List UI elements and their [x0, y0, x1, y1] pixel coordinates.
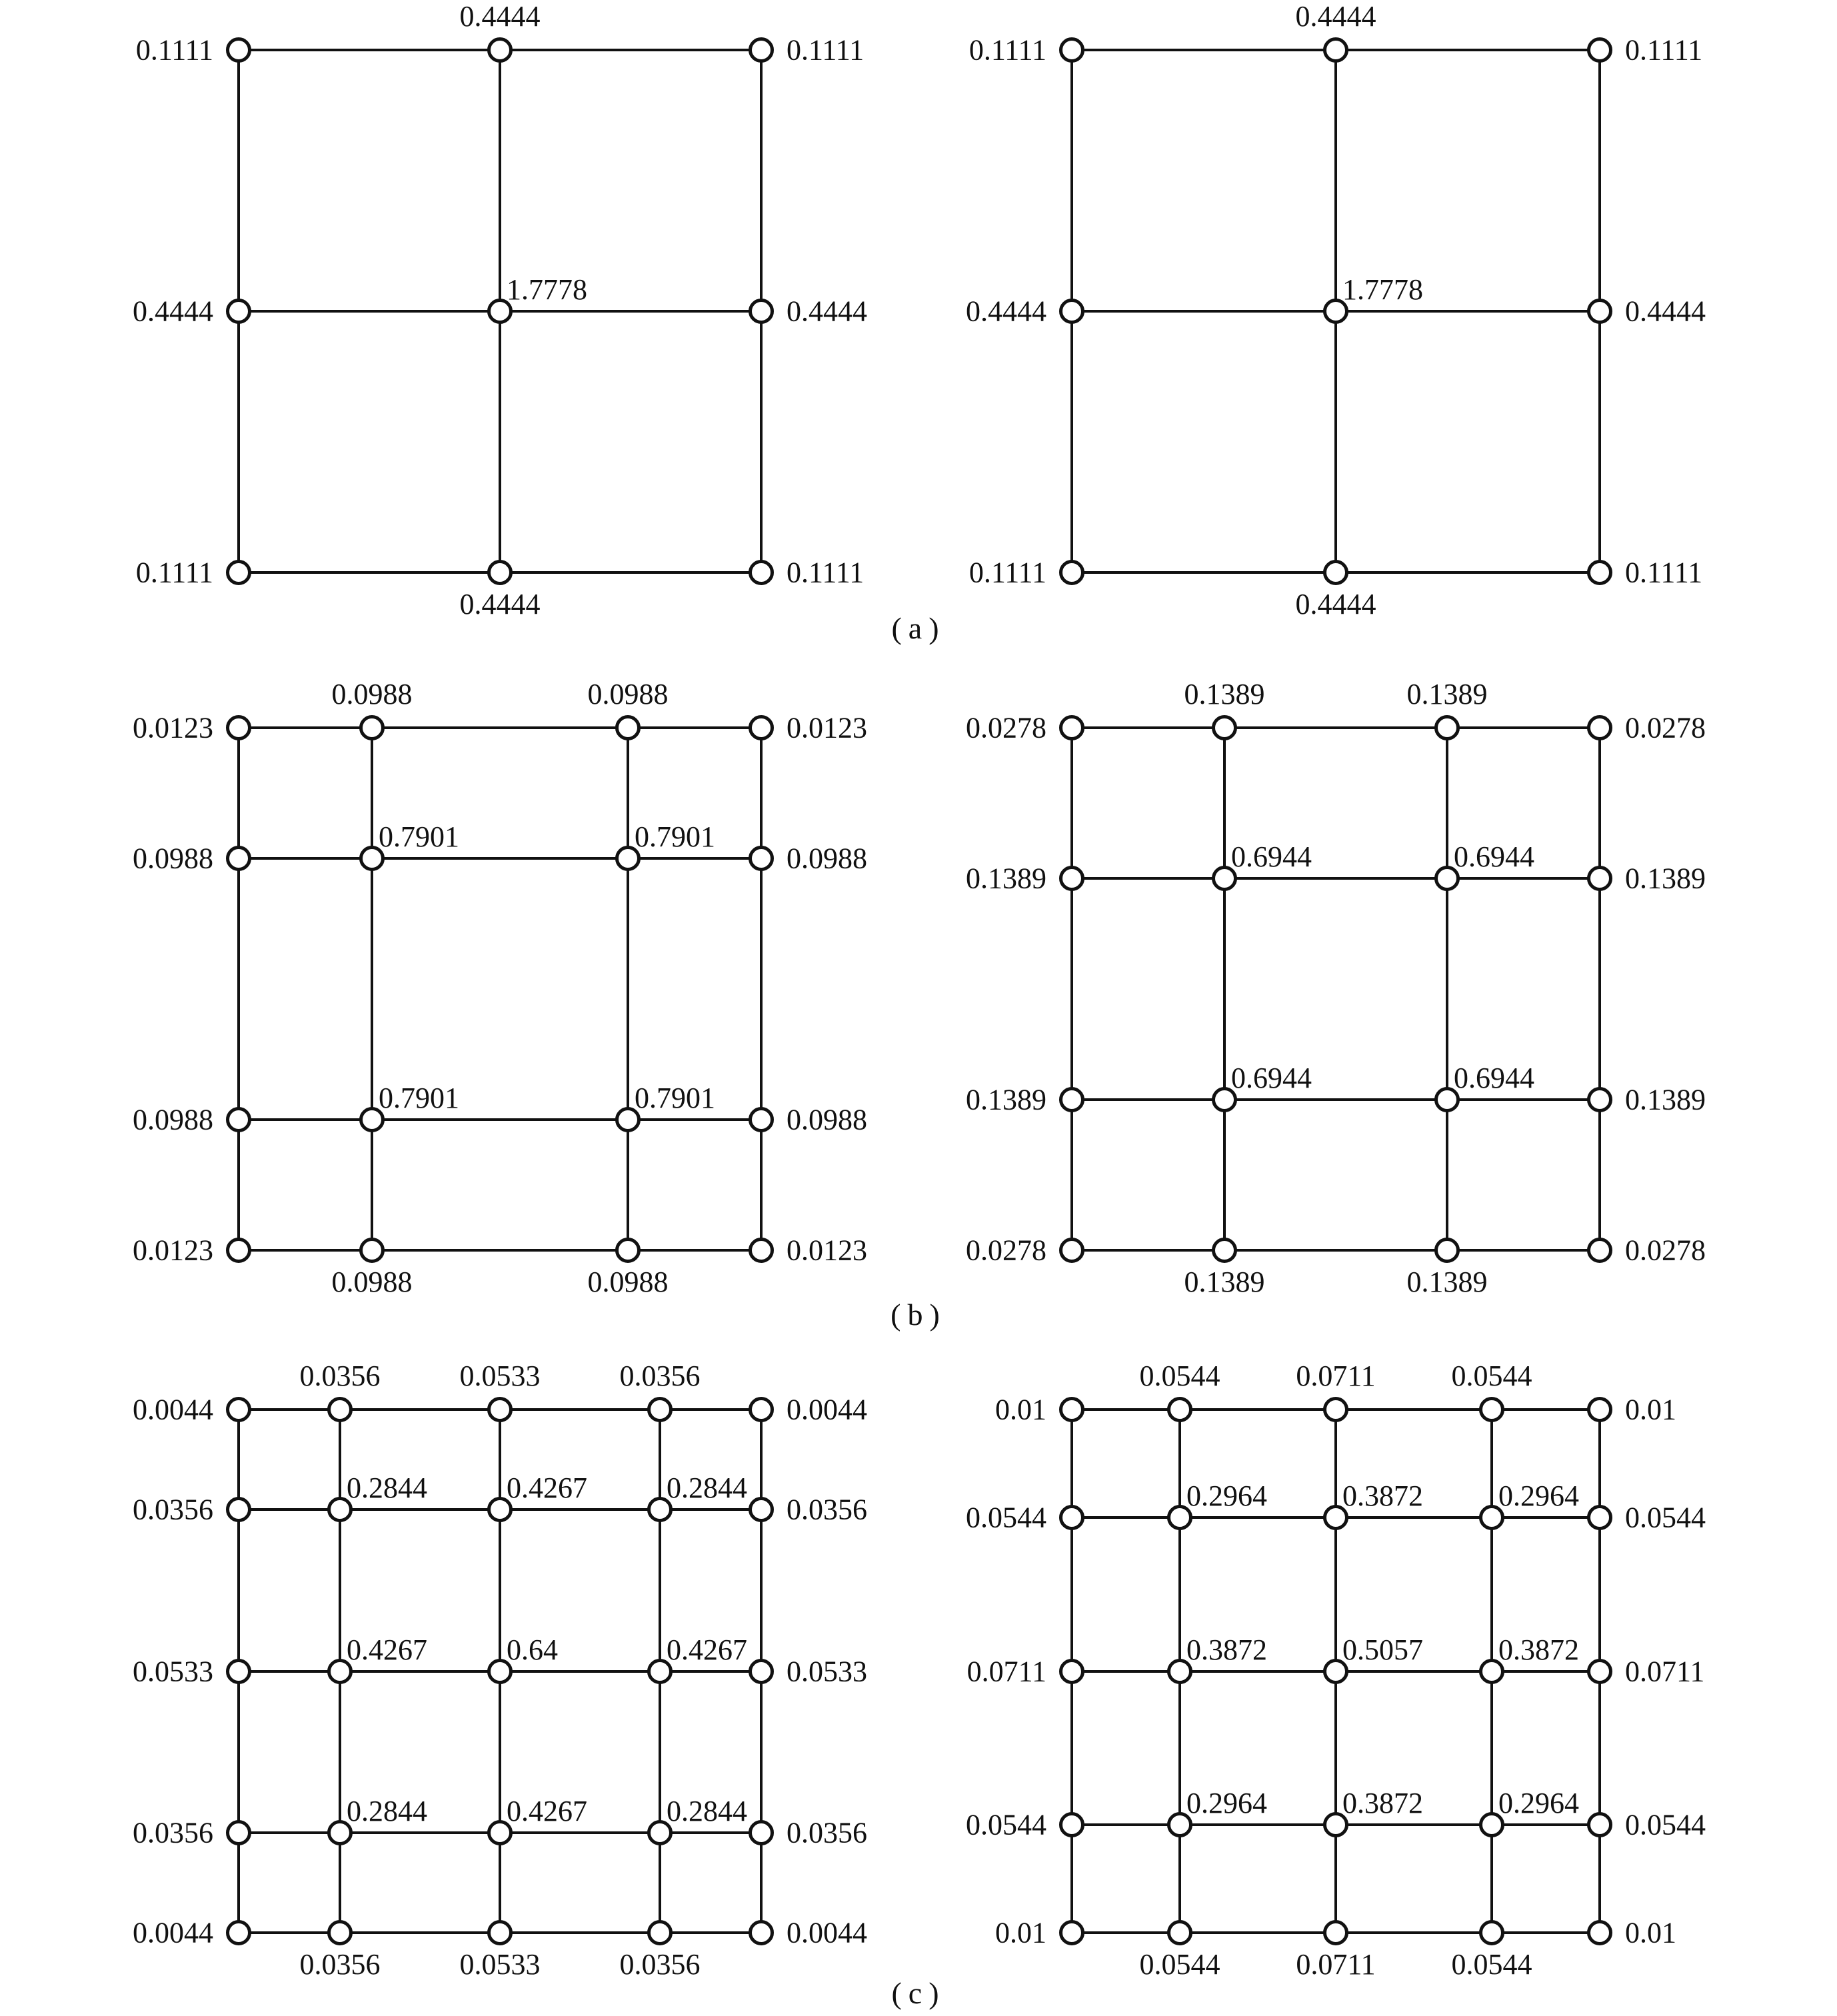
- weight-label-interior: 0.7901: [635, 820, 715, 853]
- quadrature-node: [1589, 1399, 1611, 1421]
- weight-label-left: 0.0533: [133, 1655, 213, 1688]
- quadrature-node: [489, 1922, 511, 1944]
- weight-label-top: 0.0356: [619, 1360, 701, 1392]
- weight-label-interior: 0.3872: [1342, 1480, 1423, 1512]
- quadrature-node: [649, 1399, 671, 1421]
- quadrature-node: [751, 301, 773, 323]
- quadrature-node: [1436, 717, 1458, 739]
- weight-label-right: 0.0278: [1625, 1234, 1706, 1267]
- weight-label-left: 0.1389: [966, 1083, 1046, 1116]
- weight-label-bottom: 0.0711: [1296, 1948, 1376, 1981]
- weight-label-right: 0.1389: [1625, 862, 1706, 895]
- weight-label-right: 0.1389: [1625, 1083, 1706, 1116]
- quadrature-node: [1061, 1399, 1083, 1421]
- quadrature-node: [751, 1240, 773, 1262]
- weight-label-left: 0.1111: [135, 33, 213, 67]
- quadrature-node: [228, 1822, 250, 1844]
- quadrature-node: [228, 39, 250, 61]
- weight-label-top: 0.1389: [1406, 678, 1488, 710]
- weight-label-left: 0.0356: [133, 1816, 213, 1849]
- weight-label-right: 0.0544: [1625, 1808, 1706, 1841]
- weight-label-right: 0.0278: [1625, 711, 1706, 744]
- quadrature-node: [1589, 1661, 1611, 1683]
- quadrature-node: [228, 848, 250, 870]
- weight-label-left: 0.0988: [133, 1103, 213, 1136]
- quadrature-node: [1061, 1089, 1083, 1111]
- quadrature-node: [228, 717, 250, 739]
- weight-label-left: 0.0123: [133, 711, 213, 744]
- quadrature-node: [617, 1240, 639, 1262]
- weight-label-right: 0.0356: [787, 1816, 867, 1849]
- quadrature-node: [489, 39, 511, 61]
- weight-label-left: 0.01: [995, 1916, 1046, 1949]
- weight-label-top: 0.1389: [1184, 678, 1265, 710]
- subfigure-label: (a): [891, 611, 946, 645]
- weight-label-left: 0.4444: [966, 295, 1046, 328]
- weight-label-right: 0.1111: [1625, 33, 1703, 67]
- quadrature-node: [228, 1109, 250, 1131]
- quadrature-node: [1214, 1240, 1236, 1262]
- weight-label-bottom: 0.0356: [619, 1948, 701, 1981]
- weight-label-right: 0.4444: [787, 295, 867, 328]
- quadrature-node: [329, 1922, 351, 1944]
- weight-label-right: 0.01: [1625, 1393, 1676, 1426]
- weight-label-bottom: 0.0533: [459, 1948, 541, 1981]
- quadrature-node: [1061, 1661, 1083, 1683]
- weight-label-interior: 0.2964: [1186, 1480, 1267, 1512]
- quadrature-node: [751, 1661, 773, 1683]
- weight-label-right: 0.1111: [787, 33, 865, 67]
- weight-label-right: 0.1111: [787, 556, 865, 589]
- quadrature-node: [1061, 39, 1083, 61]
- weight-label-interior: 0.2844: [667, 1472, 747, 1504]
- weight-label-right: 0.0123: [787, 711, 867, 744]
- quadrature-node: [1169, 1922, 1191, 1944]
- weight-label-interior: 0.4267: [507, 1472, 587, 1504]
- weight-label-top: 0.0988: [587, 678, 669, 710]
- quadrature-node: [751, 562, 773, 584]
- weight-label-interior: 0.2964: [1498, 1480, 1579, 1512]
- quadrature-node: [1061, 1922, 1083, 1944]
- weight-label-bottom: 0.4444: [1295, 588, 1376, 620]
- grid-c-left: [133, 1360, 867, 1981]
- weight-label-left: 0.0044: [133, 1393, 213, 1426]
- weight-label-bottom: 0.0356: [299, 1948, 381, 1981]
- weight-label-interior: 0.64: [507, 1633, 558, 1666]
- subfigure-label: (c): [891, 1976, 946, 2010]
- quadrature-node: [751, 1922, 773, 1944]
- quadrature-node: [361, 717, 383, 739]
- weight-label-bottom: 0.0544: [1139, 1948, 1220, 1981]
- quadrature-node: [1325, 1399, 1347, 1421]
- weight-label-interior: 0.7901: [379, 1082, 459, 1114]
- quadrature-node: [1589, 868, 1611, 890]
- quadrature-node: [1589, 1089, 1611, 1111]
- weight-label-right: 0.1111: [1625, 556, 1703, 589]
- weight-label-left: 0.0044: [133, 1916, 213, 1949]
- quadrature-node: [1481, 1922, 1503, 1944]
- quadrature-node: [617, 717, 639, 739]
- weight-label-interior: 0.7901: [635, 1082, 715, 1114]
- weight-label-interior: 0.6944: [1231, 1062, 1312, 1094]
- weight-label-bottom: 0.0988: [587, 1266, 669, 1298]
- weight-label-interior: 0.2844: [667, 1795, 747, 1827]
- quadrature-node: [228, 1240, 250, 1262]
- quadrature-node: [1325, 1922, 1347, 1944]
- quadrature-node: [1061, 562, 1083, 584]
- weight-label-left: 0.0544: [966, 1808, 1046, 1841]
- weight-label-left: 0.4444: [133, 295, 213, 328]
- quadrature-node: [1214, 717, 1236, 739]
- quadrature-node: [1061, 1507, 1083, 1529]
- weight-label-left: 0.0988: [133, 842, 213, 875]
- weight-label-bottom: 0.4444: [459, 588, 541, 620]
- quadrature-node: [1589, 1240, 1611, 1262]
- weight-label-interior: 1.7778: [507, 273, 587, 306]
- quadrature-node: [1589, 301, 1611, 323]
- weight-label-left: 0.0356: [133, 1493, 213, 1526]
- weight-label-right: 0.0988: [787, 842, 867, 875]
- weight-label-right: 0.0044: [787, 1393, 867, 1426]
- quadrature-node: [1481, 1399, 1503, 1421]
- weight-label-interior: 0.4267: [347, 1633, 427, 1666]
- weight-label-left: 0.1389: [966, 862, 1046, 895]
- weight-label-interior: 0.4267: [507, 1795, 587, 1827]
- weight-label-top: 0.0533: [459, 1360, 541, 1392]
- quadrature-node: [228, 1922, 250, 1944]
- weight-label-bottom: 0.1389: [1184, 1266, 1265, 1298]
- weight-label-top: 0.0544: [1139, 1360, 1220, 1392]
- weight-label-right: 0.0988: [787, 1103, 867, 1136]
- weight-label-right: 0.0044: [787, 1916, 867, 1949]
- weight-label-interior: 0.2844: [347, 1472, 427, 1504]
- weight-label-interior: 0.6944: [1454, 1062, 1534, 1094]
- quadrature-node: [751, 1399, 773, 1421]
- quadrature-node: [1061, 1240, 1083, 1262]
- weight-label-interior: 0.6944: [1454, 840, 1534, 873]
- quadrature-node: [228, 1661, 250, 1683]
- weight-label-interior: 0.3872: [1498, 1633, 1579, 1666]
- quadrature-node: [1169, 1399, 1191, 1421]
- weight-label-top: 0.0988: [331, 678, 413, 710]
- quadrature-node: [228, 1399, 250, 1421]
- weight-label-left: 0.0544: [966, 1501, 1046, 1534]
- weight-label-interior: 0.3872: [1186, 1633, 1267, 1666]
- quadrature-node: [1589, 717, 1611, 739]
- quadrature-node: [751, 1499, 773, 1521]
- weight-label-interior: 0.4267: [667, 1633, 747, 1666]
- quadrature-node: [1589, 562, 1611, 584]
- weight-label-left: 0.0278: [966, 711, 1046, 744]
- quadrature-node: [329, 1399, 351, 1421]
- weight-label-left: 0.0711: [966, 1655, 1046, 1688]
- weight-label-left: 0.0278: [966, 1234, 1046, 1267]
- quadrature-node: [649, 1922, 671, 1944]
- weight-label-bottom: 0.1389: [1406, 1266, 1488, 1298]
- weight-label-right: 0.0123: [787, 1234, 867, 1267]
- quadrature-node: [751, 39, 773, 61]
- weight-label-left: 0.1111: [135, 556, 213, 589]
- quadrature-node: [751, 848, 773, 870]
- subfigure-label: (b): [891, 1298, 946, 1332]
- quadrature-node: [1325, 562, 1347, 584]
- weight-label-left: 0.1111: [968, 33, 1046, 67]
- weight-label-interior: 0.6944: [1231, 840, 1312, 873]
- weight-label-interior: 0.2964: [1186, 1787, 1267, 1819]
- quadrature-node: [228, 562, 250, 584]
- quadrature-node: [228, 1499, 250, 1521]
- quadrature-node: [1589, 1507, 1611, 1529]
- weight-label-left: 0.01: [995, 1393, 1046, 1426]
- weight-label-interior: 0.5057: [1342, 1633, 1423, 1666]
- weight-label-left: 0.0123: [133, 1234, 213, 1267]
- weight-label-right: 0.0711: [1625, 1655, 1705, 1688]
- quadrature-node: [751, 1822, 773, 1844]
- quadrature-node: [1325, 39, 1347, 61]
- quadrature-node: [1589, 1922, 1611, 1944]
- weight-label-right: 0.4444: [1625, 295, 1706, 328]
- weight-label-interior: 0.7901: [379, 820, 459, 853]
- quadrature-node: [489, 1399, 511, 1421]
- weight-label-top: 0.0544: [1451, 1360, 1532, 1392]
- weight-label-interior: 0.2844: [347, 1795, 427, 1827]
- weight-label-top: 0.0711: [1296, 1360, 1376, 1392]
- grid-a-left: [133, 0, 867, 620]
- weight-label-left: 0.1111: [968, 556, 1046, 589]
- weight-label-top: 0.4444: [459, 0, 541, 33]
- grid-c-right: [966, 1360, 1706, 1981]
- quadrature-node: [1061, 717, 1083, 739]
- weight-label-right: 0.0544: [1625, 1501, 1706, 1534]
- weight-label-right: 0.0533: [787, 1655, 867, 1688]
- quadrature-node: [228, 301, 250, 323]
- quadrature-node: [751, 1109, 773, 1131]
- weight-label-bottom: 0.0544: [1451, 1948, 1532, 1981]
- quadrature-node: [751, 717, 773, 739]
- weight-label-right: 0.0356: [787, 1493, 867, 1526]
- weight-label-top: 0.0356: [299, 1360, 381, 1392]
- quadrature-node: [1436, 1240, 1458, 1262]
- grid-b-right: [966, 678, 1706, 1298]
- weight-label-top: 0.4444: [1295, 0, 1376, 33]
- weight-label-bottom: 0.0988: [331, 1266, 413, 1298]
- quadrature-node: [361, 1240, 383, 1262]
- grid-a-right: [966, 0, 1706, 620]
- quadrature-node: [1061, 301, 1083, 323]
- weight-label-right: 0.01: [1625, 1916, 1676, 1949]
- weight-label-interior: 0.2964: [1498, 1787, 1579, 1819]
- weight-label-interior: 0.3872: [1342, 1787, 1423, 1819]
- quadrature-node: [1061, 868, 1083, 890]
- quadrature-node: [489, 562, 511, 584]
- quadrature-node: [1589, 1814, 1611, 1836]
- quadrature-node: [1061, 1814, 1083, 1836]
- grid-b-left: [133, 678, 867, 1298]
- weight-label-interior: 1.7778: [1342, 273, 1423, 306]
- quadrature-node: [1589, 39, 1611, 61]
